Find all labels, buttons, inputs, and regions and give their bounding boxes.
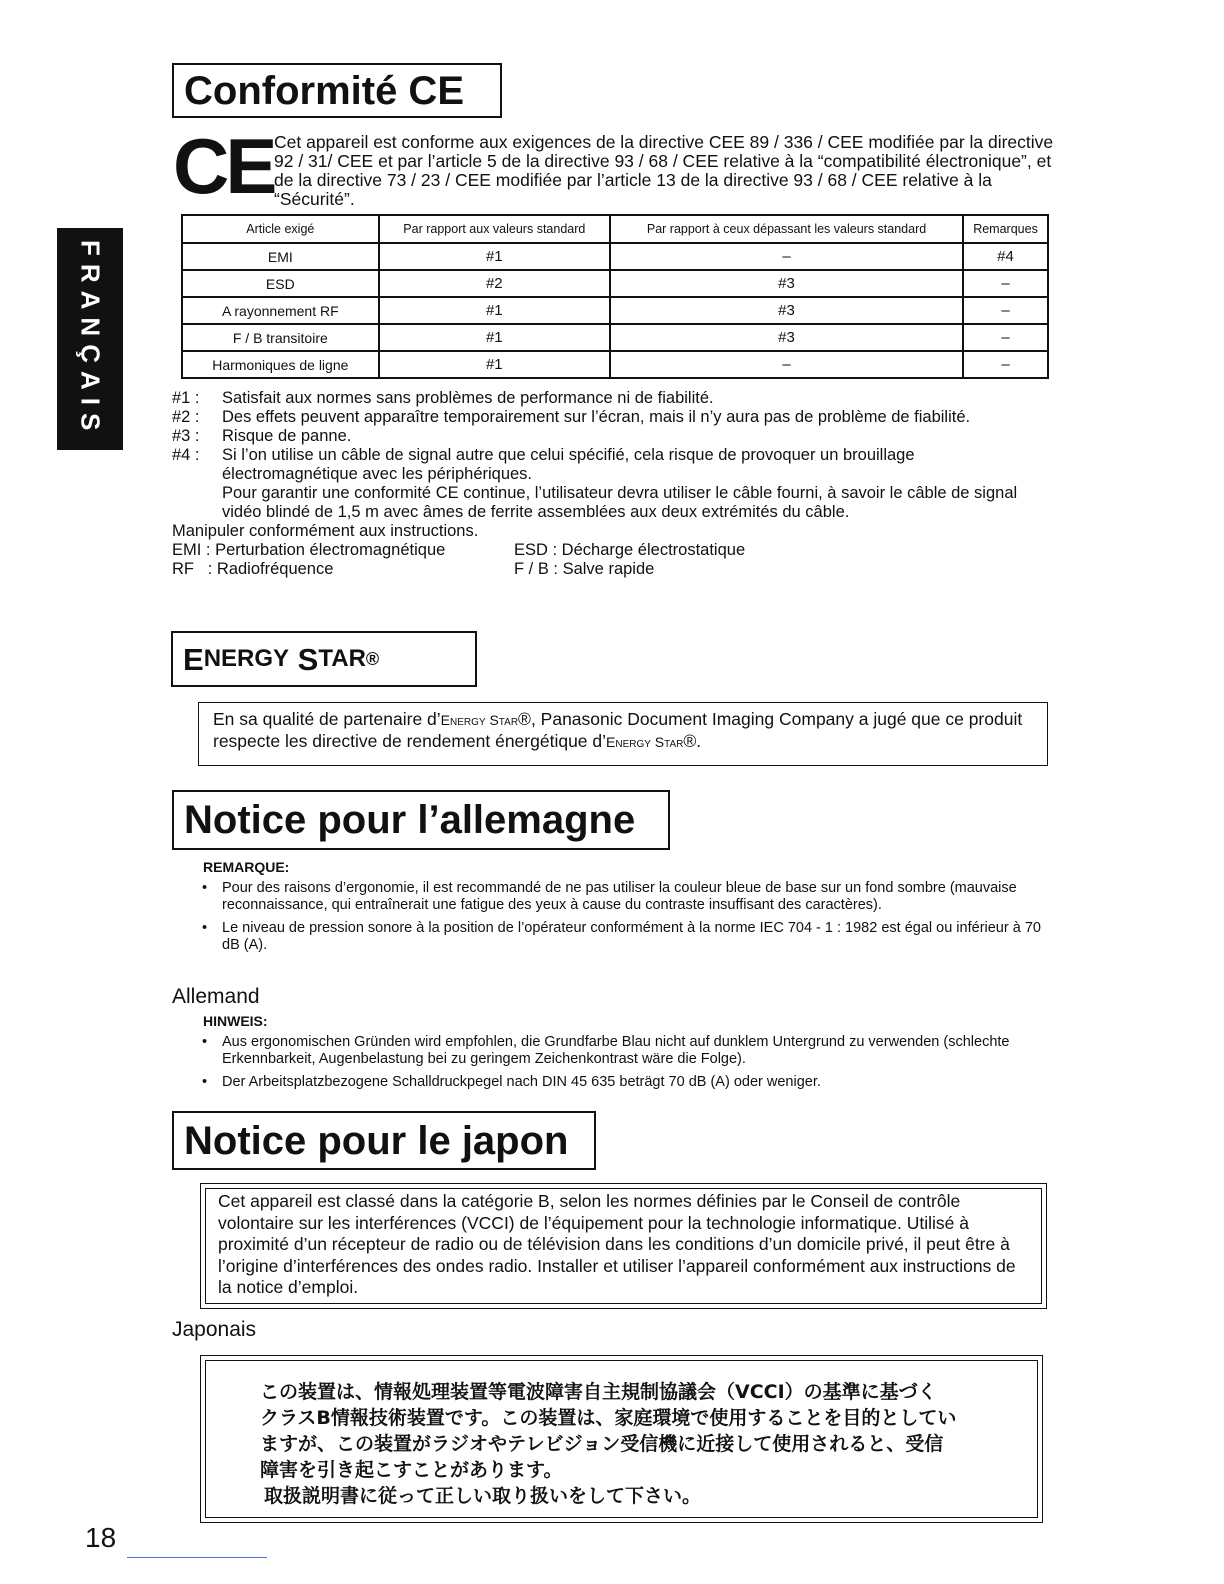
page-number: 18 bbox=[85, 1522, 117, 1553]
language-side-tab-label: FRANÇAIS bbox=[75, 239, 106, 439]
abbreviation: RF : Radiofréquence bbox=[172, 560, 334, 578]
ce-compliance-table bbox=[181, 214, 1049, 379]
energy-star-statement: En sa qualité de partenaire d’Energy Star®, Panasonic Document Imaging Company a jugé que ce produit respecte les directive de rendement énergétique d’Energy Star®. bbox=[198, 702, 1048, 766]
ce-section-title: Conformité CE bbox=[172, 63, 502, 118]
japan-notice-title: Notice pour le japon bbox=[172, 1111, 596, 1170]
table-cell: #1 bbox=[379, 351, 610, 378]
kanji-line: ますが、この装置がラジオやテレビジョン受信機に近接して使用されると、受信 bbox=[260, 1433, 944, 1455]
table-row bbox=[182, 243, 1048, 270]
note-item-continued bbox=[172, 484, 1052, 522]
note-text: Satisfait aux normes sans problèmes de performance ni de fiabilité. bbox=[222, 389, 714, 407]
note-item bbox=[172, 446, 1052, 484]
vcci-japanese-text bbox=[205, 1360, 1038, 1518]
kanji-line: クラスB情報技術装置です。この装置は、家庭環境で使用することを目的としてい bbox=[260, 1407, 957, 1429]
hinweis-label: HINWEIS: bbox=[203, 1013, 268, 1029]
ce-directive-paragraph: Cet appareil est conforme aux exigences de la directive CEE 89 / 336 / CEE modifiée par la directive 92 / 31/ CEE et par l’article 5 de la directive 93 / 68 / CEE relative à la “compatibilité électronique”, et de la directive 73 / 23 / CEE modifiée par l’article 13 de la directive 93 / 68 / CEE relative à la “Sécurité”. bbox=[274, 132, 1054, 209]
table-cell: – bbox=[963, 297, 1048, 324]
table-cell: #3 bbox=[610, 324, 963, 351]
germany-french-bullets bbox=[200, 880, 1050, 960]
table-cell: – bbox=[963, 324, 1048, 351]
table-row bbox=[182, 297, 1048, 324]
abbreviation-row bbox=[172, 560, 1052, 579]
footer-rule bbox=[127, 1557, 267, 1558]
kanji-line: この装置は、情報処理装置等電波障害自主規制協議会（VCCI）の基準に基づく bbox=[260, 1381, 937, 1403]
abbreviation: EMI : Perturbation électromagnétique bbox=[172, 541, 446, 559]
table-cell: A rayonnement RF bbox=[182, 297, 379, 324]
list-item: • Le niveau de pression sonore à la position de l’opérateur conformément à la norme IEC 704 - 1 : 1982 est égal ou inférieur à 70 dB (A). bbox=[200, 920, 1050, 954]
table-header-cell: Par rapport aux valeurs standard bbox=[379, 215, 610, 243]
remark-label: REMARQUE: bbox=[203, 859, 290, 875]
list-item: • Pour des raisons d’ergonomie, il est recommandé de ne pas utiliser la couleur bleue de base sur un fond sombre (mauvaise reconnaissance, qui entraînerait une fatigue des yeux à cause du contraste insuffisant des caractères). bbox=[200, 880, 1050, 914]
table-cell: #2 bbox=[379, 270, 610, 297]
table-cell: – bbox=[963, 351, 1048, 378]
note-item bbox=[172, 389, 1052, 408]
note-text: Risque de panne. bbox=[222, 427, 352, 445]
kanji-line: 取扱説明書に従って正しい取り扱いをして下さい。 bbox=[264, 1485, 702, 1507]
table-cell: #1 bbox=[379, 324, 610, 351]
abbreviation: ESD : Décharge électrostatique bbox=[514, 541, 746, 559]
note-text: Des effets peuvent apparaître temporairement sur l’écran, mais il n’y aura pas de problème de fiabilité. bbox=[222, 408, 971, 426]
abbreviation: F / B : Salve rapide bbox=[514, 560, 655, 578]
abbreviation-row bbox=[172, 541, 1052, 560]
table-cell: – bbox=[610, 351, 963, 378]
table-header-cell: Article exigé bbox=[182, 215, 379, 243]
table-cell: #3 bbox=[610, 270, 963, 297]
manipulate-instruction: Manipuler conformément aux instructions. bbox=[172, 522, 479, 540]
energy-star-title: E NERGY S TAR ® bbox=[171, 631, 477, 687]
table-cell: EMI bbox=[182, 243, 379, 270]
list-item: • Der Arbeitsplatzbezogene Schalldruckpegel nach DIN 45 635 beträgt 70 dB (A) oder weniger. bbox=[200, 1074, 1050, 1091]
list-item: • Aus ergonomischen Gründen wird empfohlen, die Grundfarbe Blau nicht auf dunklem Untergrund zu verwenden (schlechte Erkennbarkeit, Augenbelastung bei zu geringem Zeichenkontrast wäre die Folge). bbox=[200, 1034, 1050, 1068]
german-language-label: Allemand bbox=[172, 985, 260, 1008]
table-cell: – bbox=[610, 243, 963, 270]
table-cell: #1 bbox=[379, 297, 610, 324]
table-cell: #3 bbox=[610, 297, 963, 324]
kanji-line: 障害を引き起こすことがあります。 bbox=[260, 1459, 563, 1481]
table-header-cell: Remarques bbox=[963, 215, 1048, 243]
germany-german-bullets bbox=[200, 1034, 1050, 1097]
table-row bbox=[182, 351, 1048, 378]
vcci-japanese-box bbox=[200, 1355, 1043, 1523]
germany-notice-title: Notice pour l’allemagne bbox=[172, 790, 670, 850]
table-cell: #1 bbox=[379, 243, 610, 270]
note-item bbox=[172, 408, 1052, 427]
vcci-french-text: Cet appareil est classé dans la catégorie B, selon les normes définies par le Conseil de contrôle volontaire sur les interférences (VCCI) de l’équipement pour la technologie informatique. Utilisé à proximité d’un récepteur de radio ou de télévision dans les conditions d’un domicile privé, il peut être à l’origine d’interférences des ondes radio. Installer et utiliser l’appareil conformément aux instructions de la notice d’emploi. bbox=[205, 1188, 1042, 1304]
note-key: #4 : bbox=[172, 446, 200, 464]
table-row bbox=[182, 270, 1048, 297]
note-key: #3 : bbox=[172, 427, 200, 445]
table-cell: ESD bbox=[182, 270, 379, 297]
table-cell: F / B transitoire bbox=[182, 324, 379, 351]
note-text: Pour garantir une conformité CE continue, l’utilisateur devra utiliser le câble fourni, à savoir le câble de signal vidéo blindé de 1,5 m avec âmes de ferrite assemblées aux deux extrémités du câble. bbox=[222, 484, 1018, 521]
table-cell: #4 bbox=[963, 243, 1048, 270]
vcci-french-box bbox=[200, 1183, 1047, 1309]
note-text: Si l’on utilise un câble de signal autre que celui spécifié, cela risque de provoquer un brouillage électromagnétique avec les périphériques. bbox=[222, 446, 915, 483]
table-cell: – bbox=[963, 270, 1048, 297]
table-row bbox=[182, 324, 1048, 351]
note-item bbox=[172, 427, 1052, 446]
language-side-tab bbox=[57, 228, 123, 450]
table-cell: Harmoniques de ligne bbox=[182, 351, 379, 378]
note-key: #2 : bbox=[172, 408, 200, 426]
japanese-language-label: Japonais bbox=[172, 1318, 257, 1341]
table-header-cell: Par rapport à ceux dépassant les valeurs standard bbox=[610, 215, 963, 243]
ce-notes bbox=[172, 389, 1052, 579]
table-header-row bbox=[182, 215, 1048, 243]
ce-mark-logo: CE bbox=[173, 122, 274, 210]
note-key: #1 : bbox=[172, 389, 200, 407]
